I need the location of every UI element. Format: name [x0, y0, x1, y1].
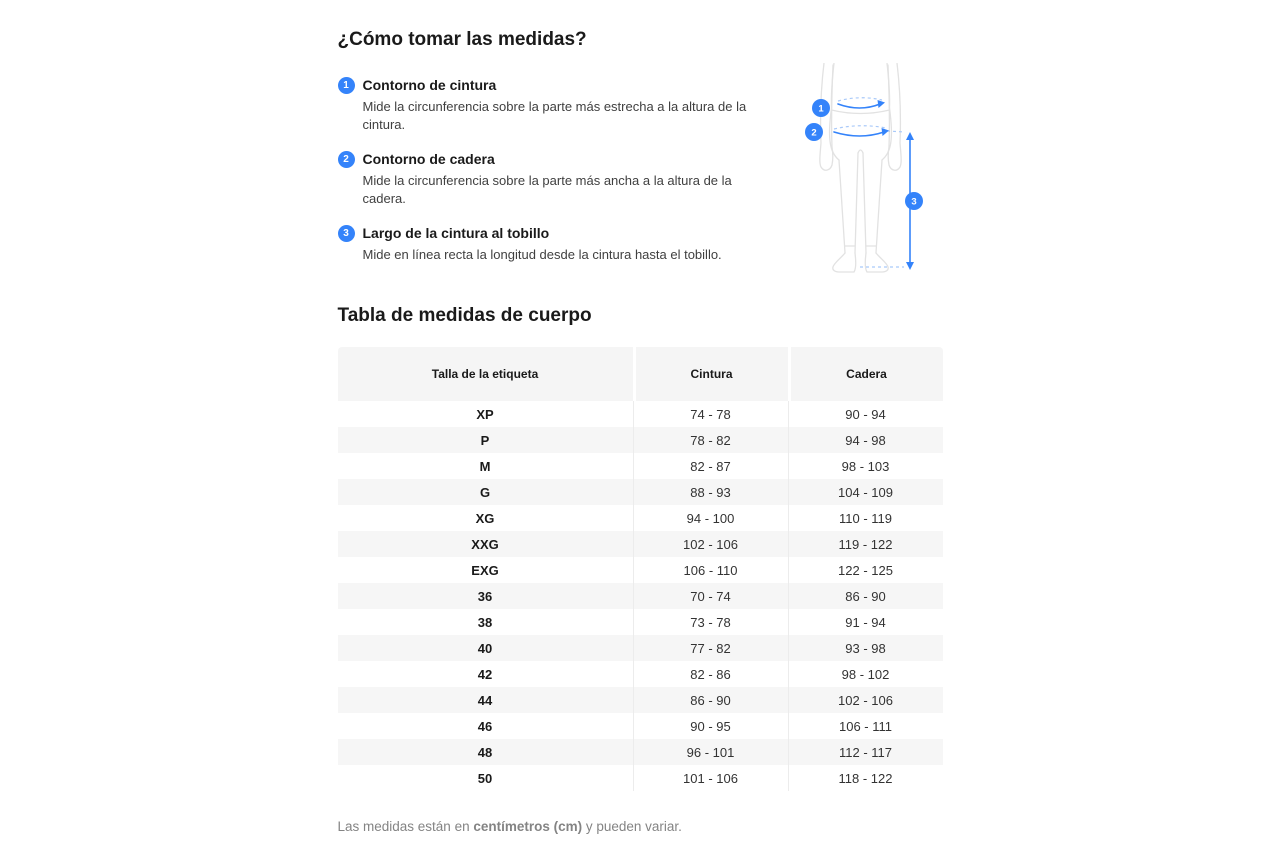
size-guide-panel	[338, 0, 943, 836]
size-label-cell: 36	[477, 588, 493, 604]
hip-cell: 91 - 94	[788, 609, 943, 635]
waist-cell: 74 - 78	[633, 401, 788, 427]
waist-cell: 82 - 86	[633, 661, 788, 687]
table-row	[338, 583, 943, 609]
header-row	[338, 347, 943, 401]
hip-cell: 110 - 119	[788, 505, 943, 531]
units-note	[338, 818, 943, 836]
table-title: Tabla de medidas de cuerpo	[337, 305, 592, 326]
size-label-cell: XXG	[471, 536, 499, 552]
instruction-description: Mide la circunferencia sobre la parte más ancha a la altura de la cadera.	[362, 173, 732, 206]
size-label-cell: XG	[475, 510, 495, 526]
arrowheads	[877, 100, 917, 270]
size-table-body	[338, 401, 943, 791]
table-row	[338, 661, 943, 687]
instruction-label: Largo de la cintura al tobillo	[362, 225, 550, 241]
body-figure-illustration	[819, 63, 900, 272]
hip-cell: 122 - 125	[788, 557, 943, 583]
size-label-cell: EXG	[471, 562, 499, 578]
hip-cell: 112 - 117	[788, 739, 943, 765]
step-1-badge: 1	[338, 77, 355, 94]
table-row	[338, 635, 943, 661]
size-label-cell: 46	[477, 718, 493, 734]
size-label-cell: M	[479, 458, 491, 474]
hip-cell: 106 - 111	[788, 713, 943, 739]
units-note-prefix: Las medidas están en	[337, 819, 474, 834]
hip-cell: 98 - 102	[788, 661, 943, 687]
waist-cell: 96 - 101	[633, 739, 788, 765]
hip-cell: 94 - 98	[788, 427, 943, 453]
hip-cell: 119 - 122	[788, 531, 943, 557]
header-cell-hip: Cadera	[788, 347, 943, 401]
svg-text:1: 1	[817, 103, 824, 115]
waist-cell: 86 - 90	[633, 687, 788, 713]
instruction-description: Mide la circunferencia sobre la parte más estrecha a la altura de la cintura.	[362, 99, 747, 132]
size-label-cell: 50	[477, 770, 493, 786]
table-row	[338, 739, 943, 765]
hip-cell: 98 - 103	[788, 453, 943, 479]
table-row	[338, 557, 943, 583]
header-cell-size-label: Talla de la etiqueta	[338, 347, 633, 401]
instruction-description: Mide en línea recta la longitud desde la cintura hasta el tobillo.	[362, 247, 722, 262]
table-row	[338, 765, 943, 791]
table-row	[338, 713, 943, 739]
step-3-badge: 3	[338, 225, 355, 242]
hip-cell: 102 - 106	[788, 687, 943, 713]
waist-cell: 70 - 74	[633, 583, 788, 609]
size-label-cell: P	[480, 432, 490, 448]
marker-badge-2	[805, 123, 823, 141]
size-table-header	[338, 347, 943, 401]
marker-badge-1	[812, 99, 830, 117]
marker-badge-3	[905, 192, 923, 210]
page-title: ¿Cómo tomar las medidas?	[337, 29, 587, 50]
size-label-cell: 40	[477, 640, 493, 656]
table-row	[338, 687, 943, 713]
hip-cell: 93 - 98	[788, 635, 943, 661]
hip-measure-arrow	[834, 132, 884, 136]
svg-text:2: 2	[810, 127, 817, 139]
size-label-cell: 44	[477, 692, 493, 708]
measure-arrows	[834, 104, 910, 263]
size-table	[338, 347, 943, 791]
waist-cell: 77 - 82	[633, 635, 788, 661]
waist-measure-arrow	[838, 104, 880, 108]
table-row	[338, 479, 943, 505]
hip-cell: 90 - 94	[788, 401, 943, 427]
waist-cell: 78 - 82	[633, 427, 788, 453]
measurement-instructions	[338, 77, 943, 264]
waist-cell: 101 - 106	[633, 765, 788, 791]
table-row	[338, 453, 943, 479]
waist-cell: 82 - 87	[633, 453, 788, 479]
instruction-item-waist	[338, 77, 778, 134]
hip-cell: 104 - 109	[788, 479, 943, 505]
units-note-bold: centímetros (cm)	[473, 819, 583, 834]
step-2-badge: 2	[338, 151, 355, 168]
size-label-cell: 42	[477, 666, 493, 682]
hip-cell: 118 - 122	[788, 765, 943, 791]
size-label-cell: 48	[477, 744, 493, 760]
waist-cell: 94 - 100	[633, 505, 788, 531]
instruction-item-hip	[338, 151, 778, 208]
units-note-suffix: y pueden variar.	[582, 819, 682, 834]
size-label-cell: 38	[477, 614, 493, 630]
table-row	[338, 401, 943, 427]
waist-cell: 73 - 78	[633, 609, 788, 635]
instruction-item-length	[338, 225, 778, 264]
svg-text:3: 3	[910, 196, 917, 208]
size-label-cell: XP	[476, 406, 494, 422]
instruction-label: Contorno de cintura	[362, 77, 497, 93]
size-label-cell: G	[479, 484, 491, 500]
waist-cell: 102 - 106	[633, 531, 788, 557]
table-row	[338, 427, 943, 453]
instruction-label: Contorno de cadera	[362, 151, 495, 167]
hip-cell: 86 - 90	[788, 583, 943, 609]
table-row	[338, 609, 943, 635]
table-row	[338, 531, 943, 557]
measurement-diagram	[788, 63, 943, 281]
waist-cell: 90 - 95	[633, 713, 788, 739]
header-cell-waist: Cintura	[633, 347, 788, 401]
table-row	[338, 505, 943, 531]
waist-cell: 106 - 110	[633, 557, 788, 583]
waist-cell: 88 - 93	[633, 479, 788, 505]
